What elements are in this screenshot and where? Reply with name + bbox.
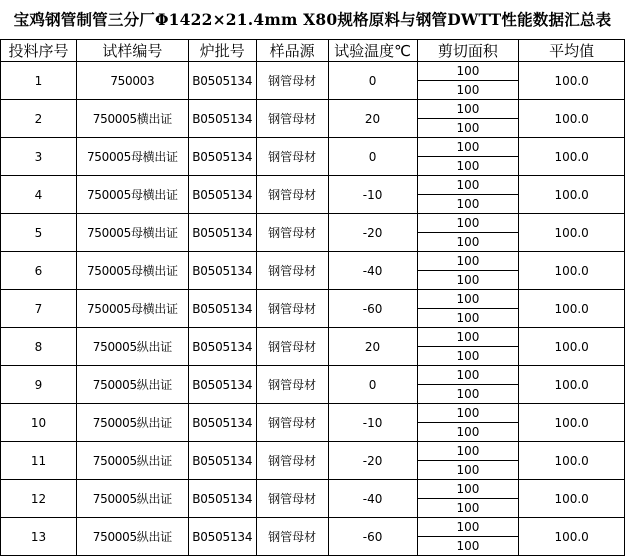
cell-temp: -40 (328, 252, 417, 290)
cell-avg: 100.0 (519, 100, 625, 138)
cell-temp: -20 (328, 214, 417, 252)
cell-source: 钢管母材 (256, 62, 328, 100)
cell-temp: -60 (328, 518, 417, 556)
cell-avg: 100.0 (519, 366, 625, 404)
cell-shear-2: 100 (417, 81, 519, 100)
cell-shear-1: 100 (417, 366, 519, 385)
cell-avg: 100.0 (519, 290, 625, 328)
table-row (1, 290, 625, 309)
table-row (1, 214, 625, 233)
cell-source: 钢管母材 (256, 480, 328, 518)
cell-batch: B0505134 (188, 442, 256, 480)
cell-batch: B0505134 (188, 404, 256, 442)
cell-no: 11 (1, 442, 77, 480)
cell-source: 钢管母材 (256, 138, 328, 176)
cell-shear-2: 100 (417, 157, 519, 176)
table-row (1, 404, 625, 423)
table-row (1, 442, 625, 461)
table-row (1, 176, 625, 195)
cell-source: 钢管母材 (256, 176, 328, 214)
header-cell-no: 投料序号 (1, 40, 77, 62)
cell-source: 钢管母材 (256, 442, 328, 480)
cell-no: 6 (1, 252, 77, 290)
cell-sample: 750005纵出证 (76, 328, 188, 366)
header-cell-avg: 平均值 (519, 40, 625, 62)
cell-sample: 750005母横出证 (76, 138, 188, 176)
cell-shear-2: 100 (417, 233, 519, 252)
cell-shear-2: 100 (417, 347, 519, 366)
cell-sample: 750005纵出证 (76, 480, 188, 518)
cell-sample: 750005纵出证 (76, 518, 188, 556)
cell-temp: 0 (328, 62, 417, 100)
cell-avg: 100.0 (519, 176, 625, 214)
cell-avg: 100.0 (519, 442, 625, 480)
table-title: 宝鸡钢管制管三分厂Φ1422×21.4mm X80规格原料与钢管DWTT性能数据汇总表 (13, 10, 612, 29)
cell-shear-1: 100 (417, 290, 519, 309)
cell-shear-1: 100 (417, 404, 519, 423)
table-row (1, 480, 625, 499)
cell-avg: 100.0 (519, 480, 625, 518)
cell-avg: 100.0 (519, 518, 625, 556)
table-row (1, 138, 625, 157)
cell-no: 1 (1, 62, 77, 100)
cell-shear-2: 100 (417, 271, 519, 290)
cell-shear-1: 100 (417, 480, 519, 499)
cell-source: 钢管母材 (256, 328, 328, 366)
cell-shear-1: 100 (417, 518, 519, 537)
cell-shear-1: 100 (417, 328, 519, 347)
cell-avg: 100.0 (519, 62, 625, 100)
cell-temp: -10 (328, 176, 417, 214)
cell-sample: 750005母横出证 (76, 176, 188, 214)
cell-no: 7 (1, 290, 77, 328)
cell-sample: 750005母横出证 (76, 252, 188, 290)
cell-no: 10 (1, 404, 77, 442)
table-row (1, 366, 625, 385)
cell-sample: 750005纵出证 (76, 404, 188, 442)
cell-avg: 100.0 (519, 328, 625, 366)
cell-source: 钢管母材 (256, 366, 328, 404)
dwtt-data-table (0, 39, 625, 556)
cell-avg: 100.0 (519, 404, 625, 442)
table-row (1, 328, 625, 347)
cell-no: 12 (1, 480, 77, 518)
cell-shear-1: 100 (417, 138, 519, 157)
header-row (1, 40, 625, 62)
cell-shear-2: 100 (417, 499, 519, 518)
cell-sample: 750005纵出证 (76, 442, 188, 480)
cell-no: 5 (1, 214, 77, 252)
header-cell-shear: 剪切面积 (417, 40, 519, 62)
cell-no: 8 (1, 328, 77, 366)
cell-avg: 100.0 (519, 214, 625, 252)
cell-batch: B0505134 (188, 328, 256, 366)
cell-source: 钢管母材 (256, 100, 328, 138)
cell-sample: 750005横出证 (76, 100, 188, 138)
cell-source: 钢管母材 (256, 214, 328, 252)
cell-batch: B0505134 (188, 290, 256, 328)
header-cell-source: 样品源 (256, 40, 328, 62)
cell-batch: B0505134 (188, 176, 256, 214)
header-cell-temp: 试验温度℃ (328, 40, 417, 62)
cell-sample: 750005母横出证 (76, 214, 188, 252)
cell-temp: -20 (328, 442, 417, 480)
cell-batch: B0505134 (188, 138, 256, 176)
table-row (1, 62, 625, 81)
cell-shear-1: 100 (417, 100, 519, 119)
cell-source: 钢管母材 (256, 252, 328, 290)
cell-no: 9 (1, 366, 77, 404)
cell-shear-1: 100 (417, 62, 519, 81)
cell-shear-2: 100 (417, 309, 519, 328)
cell-shear-1: 100 (417, 176, 519, 195)
cell-shear-2: 100 (417, 461, 519, 480)
cell-sample: 750005纵出证 (76, 366, 188, 404)
table-body (1, 62, 625, 556)
cell-temp: -10 (328, 404, 417, 442)
cell-batch: B0505134 (188, 214, 256, 252)
cell-shear-1: 100 (417, 214, 519, 233)
cell-sample: 750003 (76, 62, 188, 100)
cell-no: 4 (1, 176, 77, 214)
cell-shear-2: 100 (417, 385, 519, 404)
cell-temp: 0 (328, 138, 417, 176)
cell-temp: -60 (328, 290, 417, 328)
cell-no: 3 (1, 138, 77, 176)
cell-batch: B0505134 (188, 366, 256, 404)
cell-avg: 100.0 (519, 138, 625, 176)
cell-temp: -40 (328, 480, 417, 518)
cell-source: 钢管母材 (256, 518, 328, 556)
cell-shear-1: 100 (417, 252, 519, 271)
table-row (1, 100, 625, 119)
header-cell-batch: 炉批号 (188, 40, 256, 62)
cell-shear-2: 100 (417, 195, 519, 214)
cell-shear-2: 100 (417, 423, 519, 442)
cell-shear-1: 100 (417, 442, 519, 461)
cell-sample: 750005母横出证 (76, 290, 188, 328)
cell-batch: B0505134 (188, 518, 256, 556)
cell-temp: 0 (328, 366, 417, 404)
cell-batch: B0505134 (188, 62, 256, 100)
cell-temp: 20 (328, 100, 417, 138)
cell-batch: B0505134 (188, 252, 256, 290)
table-row (1, 518, 625, 537)
cell-batch: B0505134 (188, 100, 256, 138)
cell-temp: 20 (328, 328, 417, 366)
cell-avg: 100.0 (519, 252, 625, 290)
cell-shear-2: 100 (417, 119, 519, 138)
cell-source: 钢管母材 (256, 404, 328, 442)
cell-batch: B0505134 (188, 480, 256, 518)
header-cell-sample: 试样编号 (76, 40, 188, 62)
cell-no: 13 (1, 518, 77, 556)
table-row (1, 252, 625, 271)
cell-shear-2: 100 (417, 537, 519, 556)
cell-no: 2 (1, 100, 77, 138)
cell-source: 钢管母材 (256, 290, 328, 328)
